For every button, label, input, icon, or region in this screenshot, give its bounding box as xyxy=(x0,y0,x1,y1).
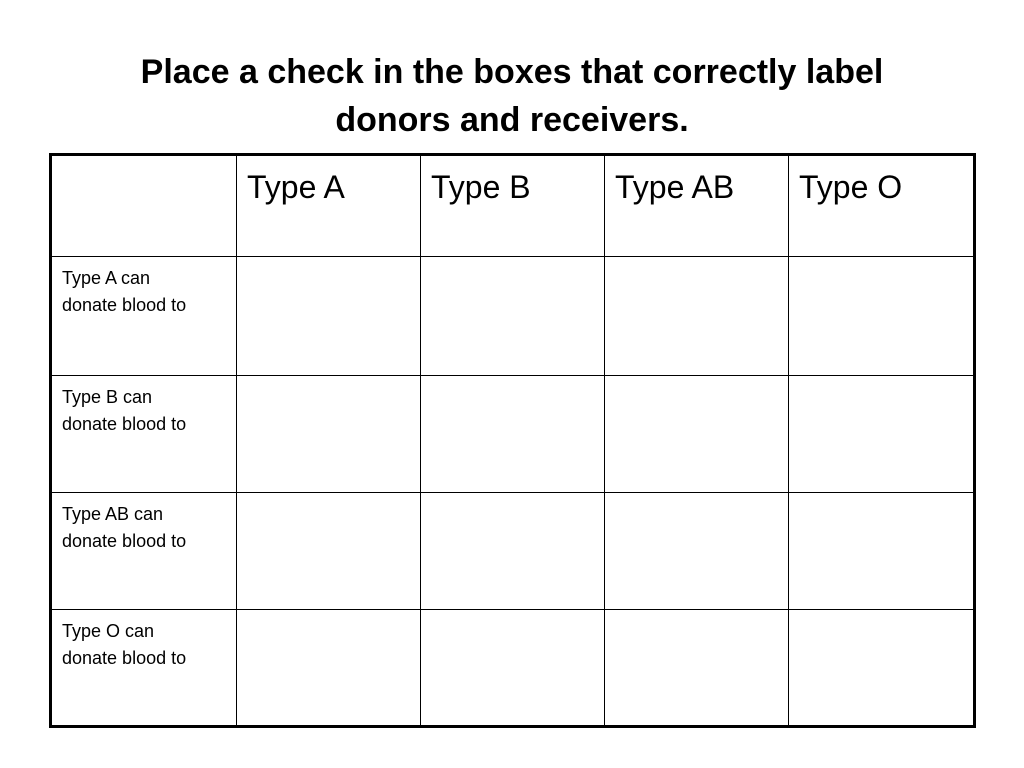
row-header-line-1: Type O can xyxy=(62,621,155,641)
check-box-a-to-b[interactable] xyxy=(421,257,605,376)
row-header-type-b xyxy=(51,376,237,493)
row-header-type-a xyxy=(51,257,237,376)
column-header-type-ab: Type AB xyxy=(605,155,789,257)
row-header-line-2: donate blood to xyxy=(62,295,187,315)
check-box-ab-to-b[interactable] xyxy=(421,493,605,610)
row-header-line-2: donate blood to xyxy=(62,648,187,668)
table-row-type-b xyxy=(51,376,975,493)
row-header-line-2: donate blood to xyxy=(62,414,187,434)
check-box-ab-to-ab[interactable] xyxy=(605,493,789,610)
title-line-2: donors and receivers. xyxy=(335,101,689,139)
row-header-type-ab xyxy=(51,493,237,610)
slide-title xyxy=(40,48,984,144)
check-box-a-to-ab[interactable] xyxy=(605,257,789,376)
check-box-o-to-b[interactable] xyxy=(421,610,605,727)
title-line-1: Place a check in the boxes that correctly label xyxy=(140,53,884,91)
column-header-type-b: Type B xyxy=(421,155,605,257)
table-row-type-o xyxy=(51,610,975,727)
check-box-o-to-o[interactable] xyxy=(789,610,975,727)
header-row xyxy=(51,155,975,257)
check-box-a-to-a[interactable] xyxy=(237,257,421,376)
check-box-o-to-ab[interactable] xyxy=(605,610,789,727)
check-box-a-to-o[interactable] xyxy=(789,257,975,376)
check-box-ab-to-o[interactable] xyxy=(789,493,975,610)
table-row-type-a xyxy=(51,257,975,376)
check-box-b-to-b[interactable] xyxy=(421,376,605,493)
corner-cell xyxy=(51,155,237,257)
row-header-line-1: Type B can xyxy=(62,387,153,407)
row-header-line-2: donate blood to xyxy=(62,531,187,551)
check-box-b-to-a[interactable] xyxy=(237,376,421,493)
table-row-type-ab xyxy=(51,493,975,610)
row-header-line-1: Type AB can xyxy=(62,504,164,524)
column-header-type-a: Type A xyxy=(237,155,421,257)
donor-receiver-table xyxy=(49,153,976,728)
row-header-type-o xyxy=(51,610,237,727)
row-header-line-1: Type A can xyxy=(62,268,151,288)
check-box-o-to-a[interactable] xyxy=(237,610,421,727)
check-box-b-to-o[interactable] xyxy=(789,376,975,493)
check-box-ab-to-a[interactable] xyxy=(237,493,421,610)
column-header-type-o: Type O xyxy=(789,155,975,257)
check-box-b-to-ab[interactable] xyxy=(605,376,789,493)
